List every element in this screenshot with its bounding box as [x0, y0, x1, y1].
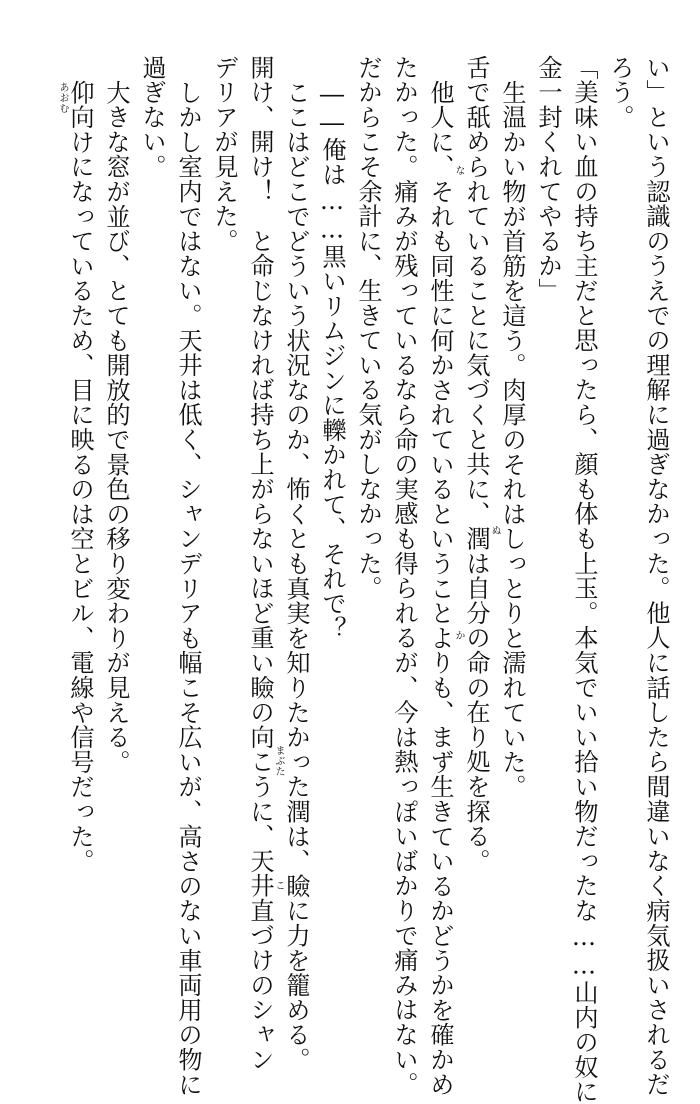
text-line-14: しかし室内ではない。天井は低く、シャンデリアも幅こそ広いが、高さのない車両用の物に [174, 80, 202, 1097]
text-line-10: ――俺は……黒いリムジンに轢かれて、それで？ [318, 80, 346, 641]
text-line-7: 他人に、それも同性に何かされているということよりも、まず生きているかどうかを確かめ [426, 80, 454, 1097]
text-line-4: 金一封くれてやるか」 [534, 55, 562, 303]
text-line-9: だからこそ余計に、生きている気がしなかった。 [354, 55, 382, 601]
text-line-17: 仰向けになっているため、目に映るのは空とビル、電線や信号だった。 [66, 80, 94, 874]
text-line-3: 「美味い血の持ち主だと思ったら、顔も体も上玉。本気でいい拾い物だったな……山内の奴に [570, 55, 598, 1104]
furigana-ko: こ [273, 880, 284, 891]
furigana-na: な [453, 165, 464, 176]
text-line-13: デリアが見えた。 [210, 55, 238, 254]
furigana-aomu: あおむ [57, 82, 68, 114]
text-line-15: 過ぎない。 [138, 55, 166, 179]
furigana-nu: ぬ [489, 525, 500, 536]
furigana-ka: か [453, 630, 464, 641]
text-line-12: 開け、開け！ と命じなければ持ち上がらないほど重い瞼の向こうに、天井直づけのシャン [246, 55, 274, 1072]
text-line-2: ろう。 [606, 55, 634, 130]
furigana-mabuta: まぶた [273, 745, 284, 777]
text-line-1: い」という認識のうえでの理解に過ぎなかった。他人に話したら間違いなく病気扱いされるだ [642, 55, 670, 1097]
text-line-11: ここはどこでどういう状況なのか、怖くとも真実を知りたかった潤は、瞼に力を籠める。 [282, 80, 310, 1072]
text-line-5: 生温かい物が首筋を這う。肉厚のそれはしっとりと濡れていた。 [498, 80, 526, 800]
text-line-8: たかった。痛みが残っているなら命の実感も得られるが、今は熱っぽいばかりで痛みはない。 [390, 55, 418, 1097]
text-line-16: 大きな窓が並び、とても開放的で景色の移り変わりが見える。 [102, 80, 130, 775]
text-line-6: 舌で舐められていることに気づくと共に、潤は自分の命の在り処を探る。 [462, 55, 490, 874]
